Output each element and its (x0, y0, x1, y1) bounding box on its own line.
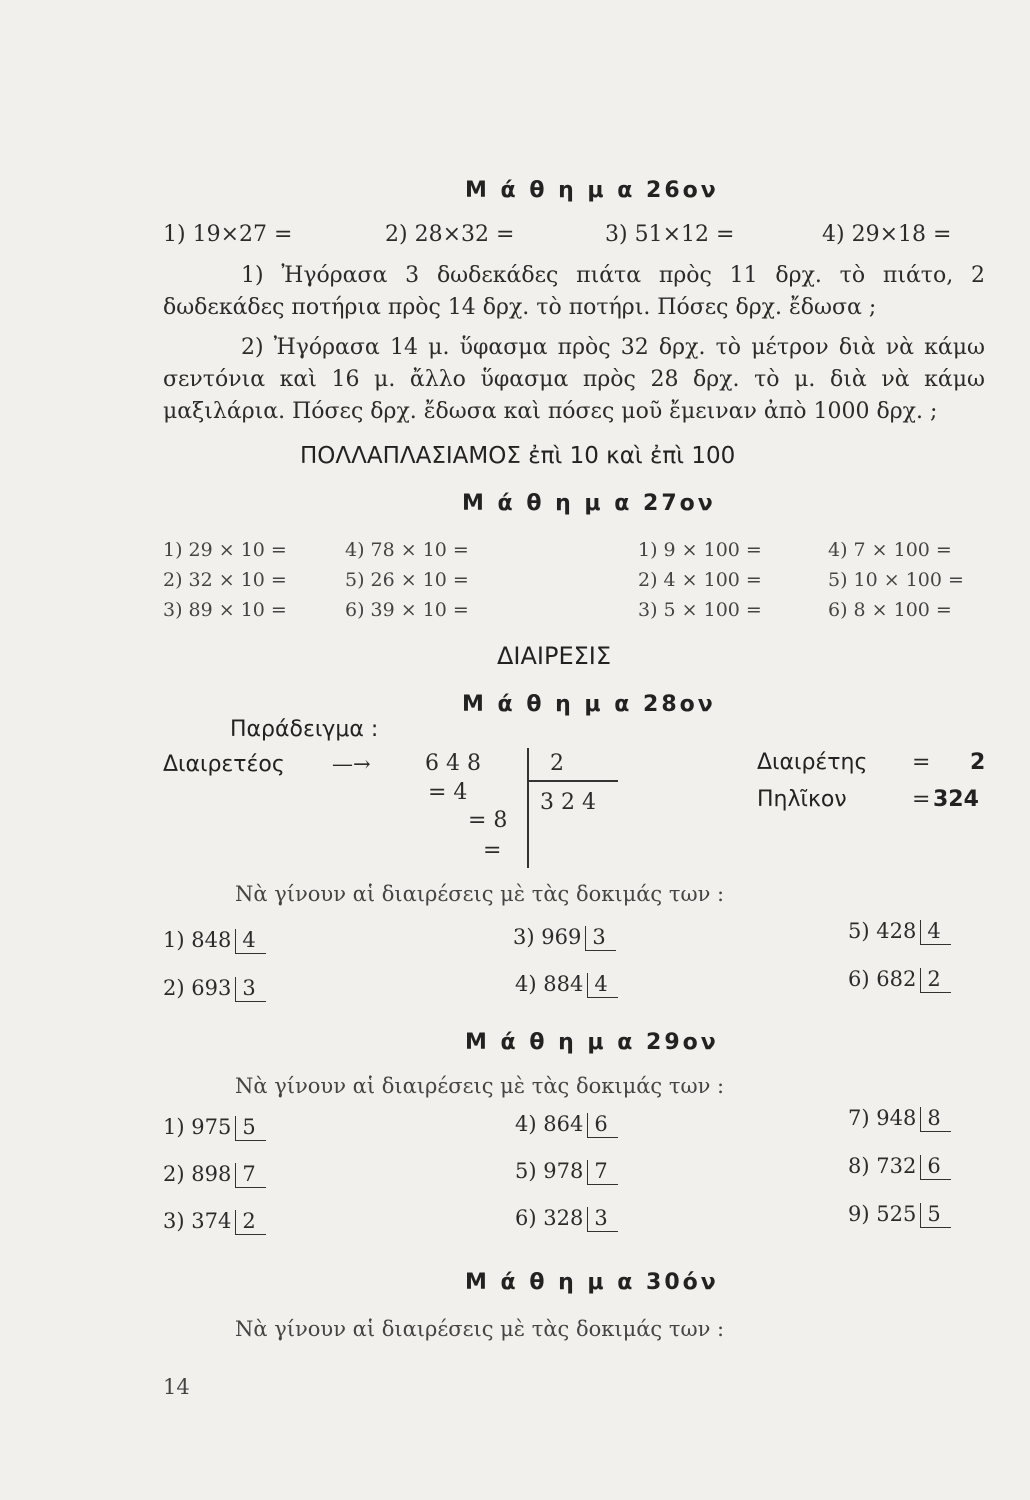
mult-item: 4) 7 × 100 = (828, 539, 952, 561)
division-horizontal-rule (528, 780, 618, 782)
mult-item: 4) 78 × 10 = (345, 539, 469, 561)
mult-col-2 (345, 535, 469, 625)
example-divisor: 2 (550, 751, 564, 776)
division-instruction: Νὰ γίνουν αἱ διαιρέσεις μὲ τὰς δοκιμάς των : (235, 882, 725, 906)
mult-item: 1) 9 × 100 = (638, 539, 762, 561)
example-step-1: = 4 (428, 780, 468, 805)
mult-item: 5) 26 × 10 = (345, 569, 469, 591)
lesson-29-title: Μ ά θ η μ α 29ον (465, 1030, 719, 1055)
lesson-30-instruction: Νὰ γίνουν αἱ διαιρέσεις μὲ τὰς δοκιμάς των : (235, 1317, 725, 1341)
divisor-equals: = (912, 750, 931, 775)
exercise-26-1: 1) 19×27 = (163, 222, 293, 247)
mult-item: 1) 29 × 10 = (163, 539, 287, 561)
page-number: 14 (163, 1375, 190, 1399)
exercise-26-2: 2) 28×32 = (385, 222, 515, 247)
lesson-29-instruction: Νὰ γίνουν αἱ διαιρέσεις μὲ τὰς δοκιμάς των : (235, 1074, 725, 1098)
division-exercise: 6) 328 3 (515, 1206, 618, 1232)
example-step-2: = 8 (468, 808, 508, 833)
mult-item: 5) 10 × 100 = (828, 569, 964, 591)
division-exercise: 5) 978 7 (515, 1159, 618, 1185)
example-step-3: = (483, 838, 502, 863)
example-quotient: 3 2 4 (540, 790, 596, 815)
mult-col-3 (638, 535, 762, 625)
division-vertical-rule (527, 748, 529, 868)
exercise-26-3: 3) 51×12 = (605, 222, 735, 247)
division-exercise: 7) 948 8 (848, 1106, 951, 1132)
divisor-value: 2 (970, 750, 986, 775)
division-exercise: 2) 693 3 (163, 976, 266, 1002)
division-exercise: 9) 525 5 (848, 1202, 951, 1228)
example-label: Παράδειγμα : (230, 717, 379, 742)
division-exercise: 5) 428 4 (848, 919, 951, 945)
problem-26-2: 2) Ἠγόρασα 14 μ. ὕφασμα πρὸς 32 δρχ. τὸ μέτρον διὰ νὰ κάμω σεντόνια καὶ 16 μ. ἄλλο ὕφασμα πρὸς 28 δρχ. τὸ μ. διὰ νὰ κάμω μαξιλάρια. Πόσες δρχ. ἔδωσα καὶ πόσες μοῦ ἔμειναν ἀπὸ 1000 δρχ. ; (163, 335, 985, 424)
problem-26-1: 1) Ἠγόρασα 3 δωδεκάδες πιάτα πρὸς 11 δρχ. τὸ πιάτο, 2 δωδεκάδες ποτήρια πρὸς 14 δρχ. τὸ ποτήρι. Πόσες δρχ. ἔδωσα ; (163, 263, 985, 320)
division-exercise: 3) 969 3 (513, 925, 616, 951)
example-dividend: 6 4 8 (425, 751, 481, 776)
mult-item: 3) 89 × 10 = (163, 599, 287, 621)
division-exercise: 8) 732 6 (848, 1154, 951, 1180)
mult-item: 3) 5 × 100 = (638, 599, 762, 621)
mult-item: 6) 8 × 100 = (828, 599, 952, 621)
mult-col-1 (163, 535, 287, 625)
division-exercise: 3) 374 2 (163, 1209, 266, 1235)
mult-col-4 (828, 535, 964, 625)
lesson-30-title: Μ ά θ η μ α 30όν (465, 1270, 719, 1295)
lesson-28-title: Μ ά θ η μ α 28ον (462, 692, 716, 717)
mult-item: 2) 32 × 10 = (163, 569, 287, 591)
lesson-27-title: Μ ά θ η μ α 27ον (462, 491, 716, 516)
dividend-label: Διαιρετέος (163, 752, 285, 777)
quotient-value: 324 (933, 787, 979, 812)
divisor-label: Διαιρέτης (757, 750, 868, 775)
division-exercise: 4) 884 4 (515, 972, 618, 998)
arrow-icon: —→ (332, 752, 371, 776)
lesson-26-title: Μ ά θ η μ α 26ον (465, 178, 719, 203)
exercise-26-4: 4) 29×18 = (822, 222, 952, 247)
division-exercise: 2) 898 7 (163, 1162, 266, 1188)
multiplication-title: ΠΟΛΛΑΠΛΑΣΙΑΜΟΣ ἐπὶ 10 καὶ ἐπὶ 100 (300, 443, 736, 469)
quotient-label: Πηλῖκον (757, 787, 847, 812)
division-title: ΔΙΑΙΡΕΣΙΣ (497, 642, 612, 670)
division-exercise: 1) 975 5 (163, 1115, 266, 1141)
division-exercise: 1) 848 4 (163, 928, 266, 954)
quotient-equals: = (912, 787, 931, 812)
mult-item: 6) 39 × 10 = (345, 599, 469, 621)
division-exercise: 4) 864 6 (515, 1112, 618, 1138)
mult-item: 2) 4 × 100 = (638, 569, 762, 591)
division-exercise: 6) 682 2 (848, 967, 951, 993)
